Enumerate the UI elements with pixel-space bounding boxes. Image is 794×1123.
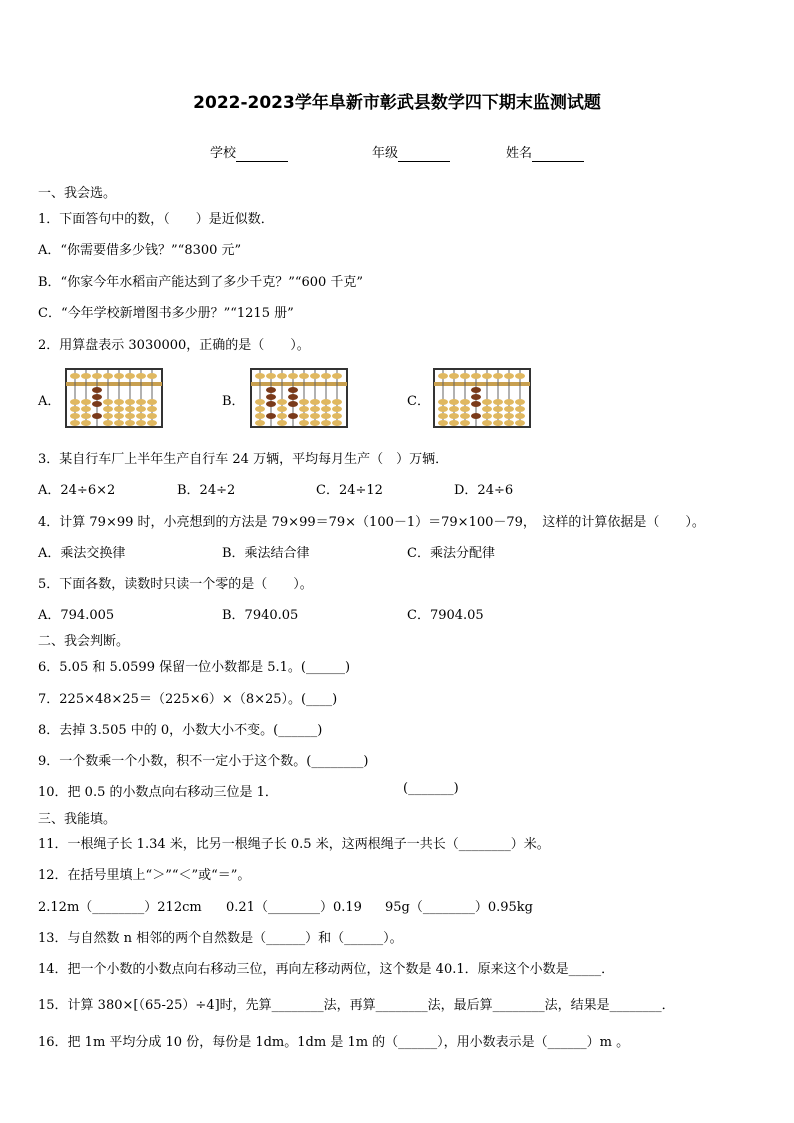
grade-field[interactable] <box>372 142 450 162</box>
q8-text: 8．去掉 3.505 中的 0，小数大小不变。(______) <box>38 723 323 738</box>
section-1-heading: 一、我会选。 <box>38 186 117 201</box>
q16-text: 16．把 1m 平均分成 10 份，每份是 1dm。1dm 是 1m 的（______），用小数表示是（______）m 。 <box>38 1035 630 1050</box>
grade-label: 年级 <box>372 146 399 161</box>
q4-option-a[interactable]: A．乘法交换律 <box>38 546 126 561</box>
section-2-heading: 二、我会判断。 <box>38 634 130 649</box>
q6-text: 6．5.05 和 5.0599 保留一位小数都是 5.1。(______) <box>38 660 351 675</box>
abacus-b-image <box>250 368 348 428</box>
q12-part-3[interactable]: 95g（________）0.95kg <box>385 900 534 915</box>
q1-stem: 1．下面答句中的数，（ ）是近似数． <box>38 212 274 227</box>
q5-stem: 5．下面各数，读数时只读一个零的是（ ）。 <box>38 577 313 592</box>
q2-stem: 2．用算盘表示 3030000，正确的是（ ）。 <box>38 338 310 353</box>
page-title: 2022-2023学年阜新市彰武县数学四下期末监测试题 <box>193 93 601 113</box>
q11-text: 11．一根绳子长 1.34 米，比另一根绳子长 0.5 米，这两根绳子一共长（________）米。 <box>38 837 550 852</box>
q2-option-a[interactable]: A． <box>38 394 61 409</box>
q12-stem: 12．在括号里填上“＞”“＜”或“＝”。 <box>38 868 251 883</box>
q7-text: 7．225×48×25＝（225×6）×（8×25）。(____) <box>38 692 338 707</box>
name-label: 姓名 <box>506 146 533 161</box>
q2-option-b[interactable]: B． <box>222 394 245 409</box>
q3-option-b[interactable]: B．24÷2 <box>177 483 236 498</box>
q2-option-c[interactable]: C． <box>407 394 430 409</box>
q4-stem: 4．计算 79×99 时，小亮想到的方法是 79×99＝79×（100－1）＝79×100－79， 这样的计算依据是（ ）。 <box>38 515 705 530</box>
abacus-c-image <box>433 368 531 428</box>
q1-option-b[interactable]: B．“你家今年水稻亩产能达到了多少千克？”“600 千克” <box>38 275 364 290</box>
q10-stem: 10．把 0.5 的小数点向右移动三位是 1． <box>38 785 278 800</box>
q13-text: 13．与自然数 n 相邻的两个自然数是（______）和（______）。 <box>38 931 403 946</box>
q9-text: 9．一个数乘一个小数，积不一定小于这个数。(________) <box>38 754 369 769</box>
q14-text: 14．把一个小数的小数点向右移动三位，再向左移动两位，这个数是 40.1．原来这个小数是_____． <box>38 962 615 977</box>
section-3-heading: 三、我能填。 <box>38 812 117 827</box>
q5-option-a[interactable]: A．794.005 <box>38 608 115 623</box>
q3-option-d[interactable]: D．24÷6 <box>454 483 514 498</box>
abacus-a-image <box>65 368 163 428</box>
q5-option-b[interactable]: B．7940.05 <box>222 608 299 623</box>
q5-option-c[interactable]: C．7904.05 <box>407 608 484 623</box>
q4-option-c[interactable]: C．乘法分配律 <box>407 546 495 561</box>
q3-option-c[interactable]: C．24÷12 <box>316 483 383 498</box>
q3-option-a[interactable]: A．24÷6×2 <box>38 483 116 498</box>
school-field[interactable] <box>210 142 288 162</box>
name-field[interactable] <box>506 142 584 162</box>
q12-part-1[interactable]: 2.12m（________）212cm <box>38 900 202 915</box>
q3-stem: 3．某自行车厂上半年生产自行车 24 万辆，平均每月生产（ ）万辆． <box>38 452 449 467</box>
school-label: 学校 <box>210 146 237 161</box>
q12-part-2[interactable]: 0.21（________）0.19 <box>226 900 362 915</box>
q1-option-c[interactable]: C．“今年学校新增图书多少册？”“1215 册” <box>38 306 294 321</box>
q15-text: 15．计算 380×[（65-25）÷4]时，先算________法，再算________法，最后算________法，结果是________． <box>38 998 675 1013</box>
q4-option-b[interactable]: B．乘法结合律 <box>222 546 310 561</box>
q10-blank[interactable]: (_______) <box>403 781 459 796</box>
q1-option-a[interactable]: A．“你需要借多少钱？”“8300 元” <box>38 243 242 258</box>
